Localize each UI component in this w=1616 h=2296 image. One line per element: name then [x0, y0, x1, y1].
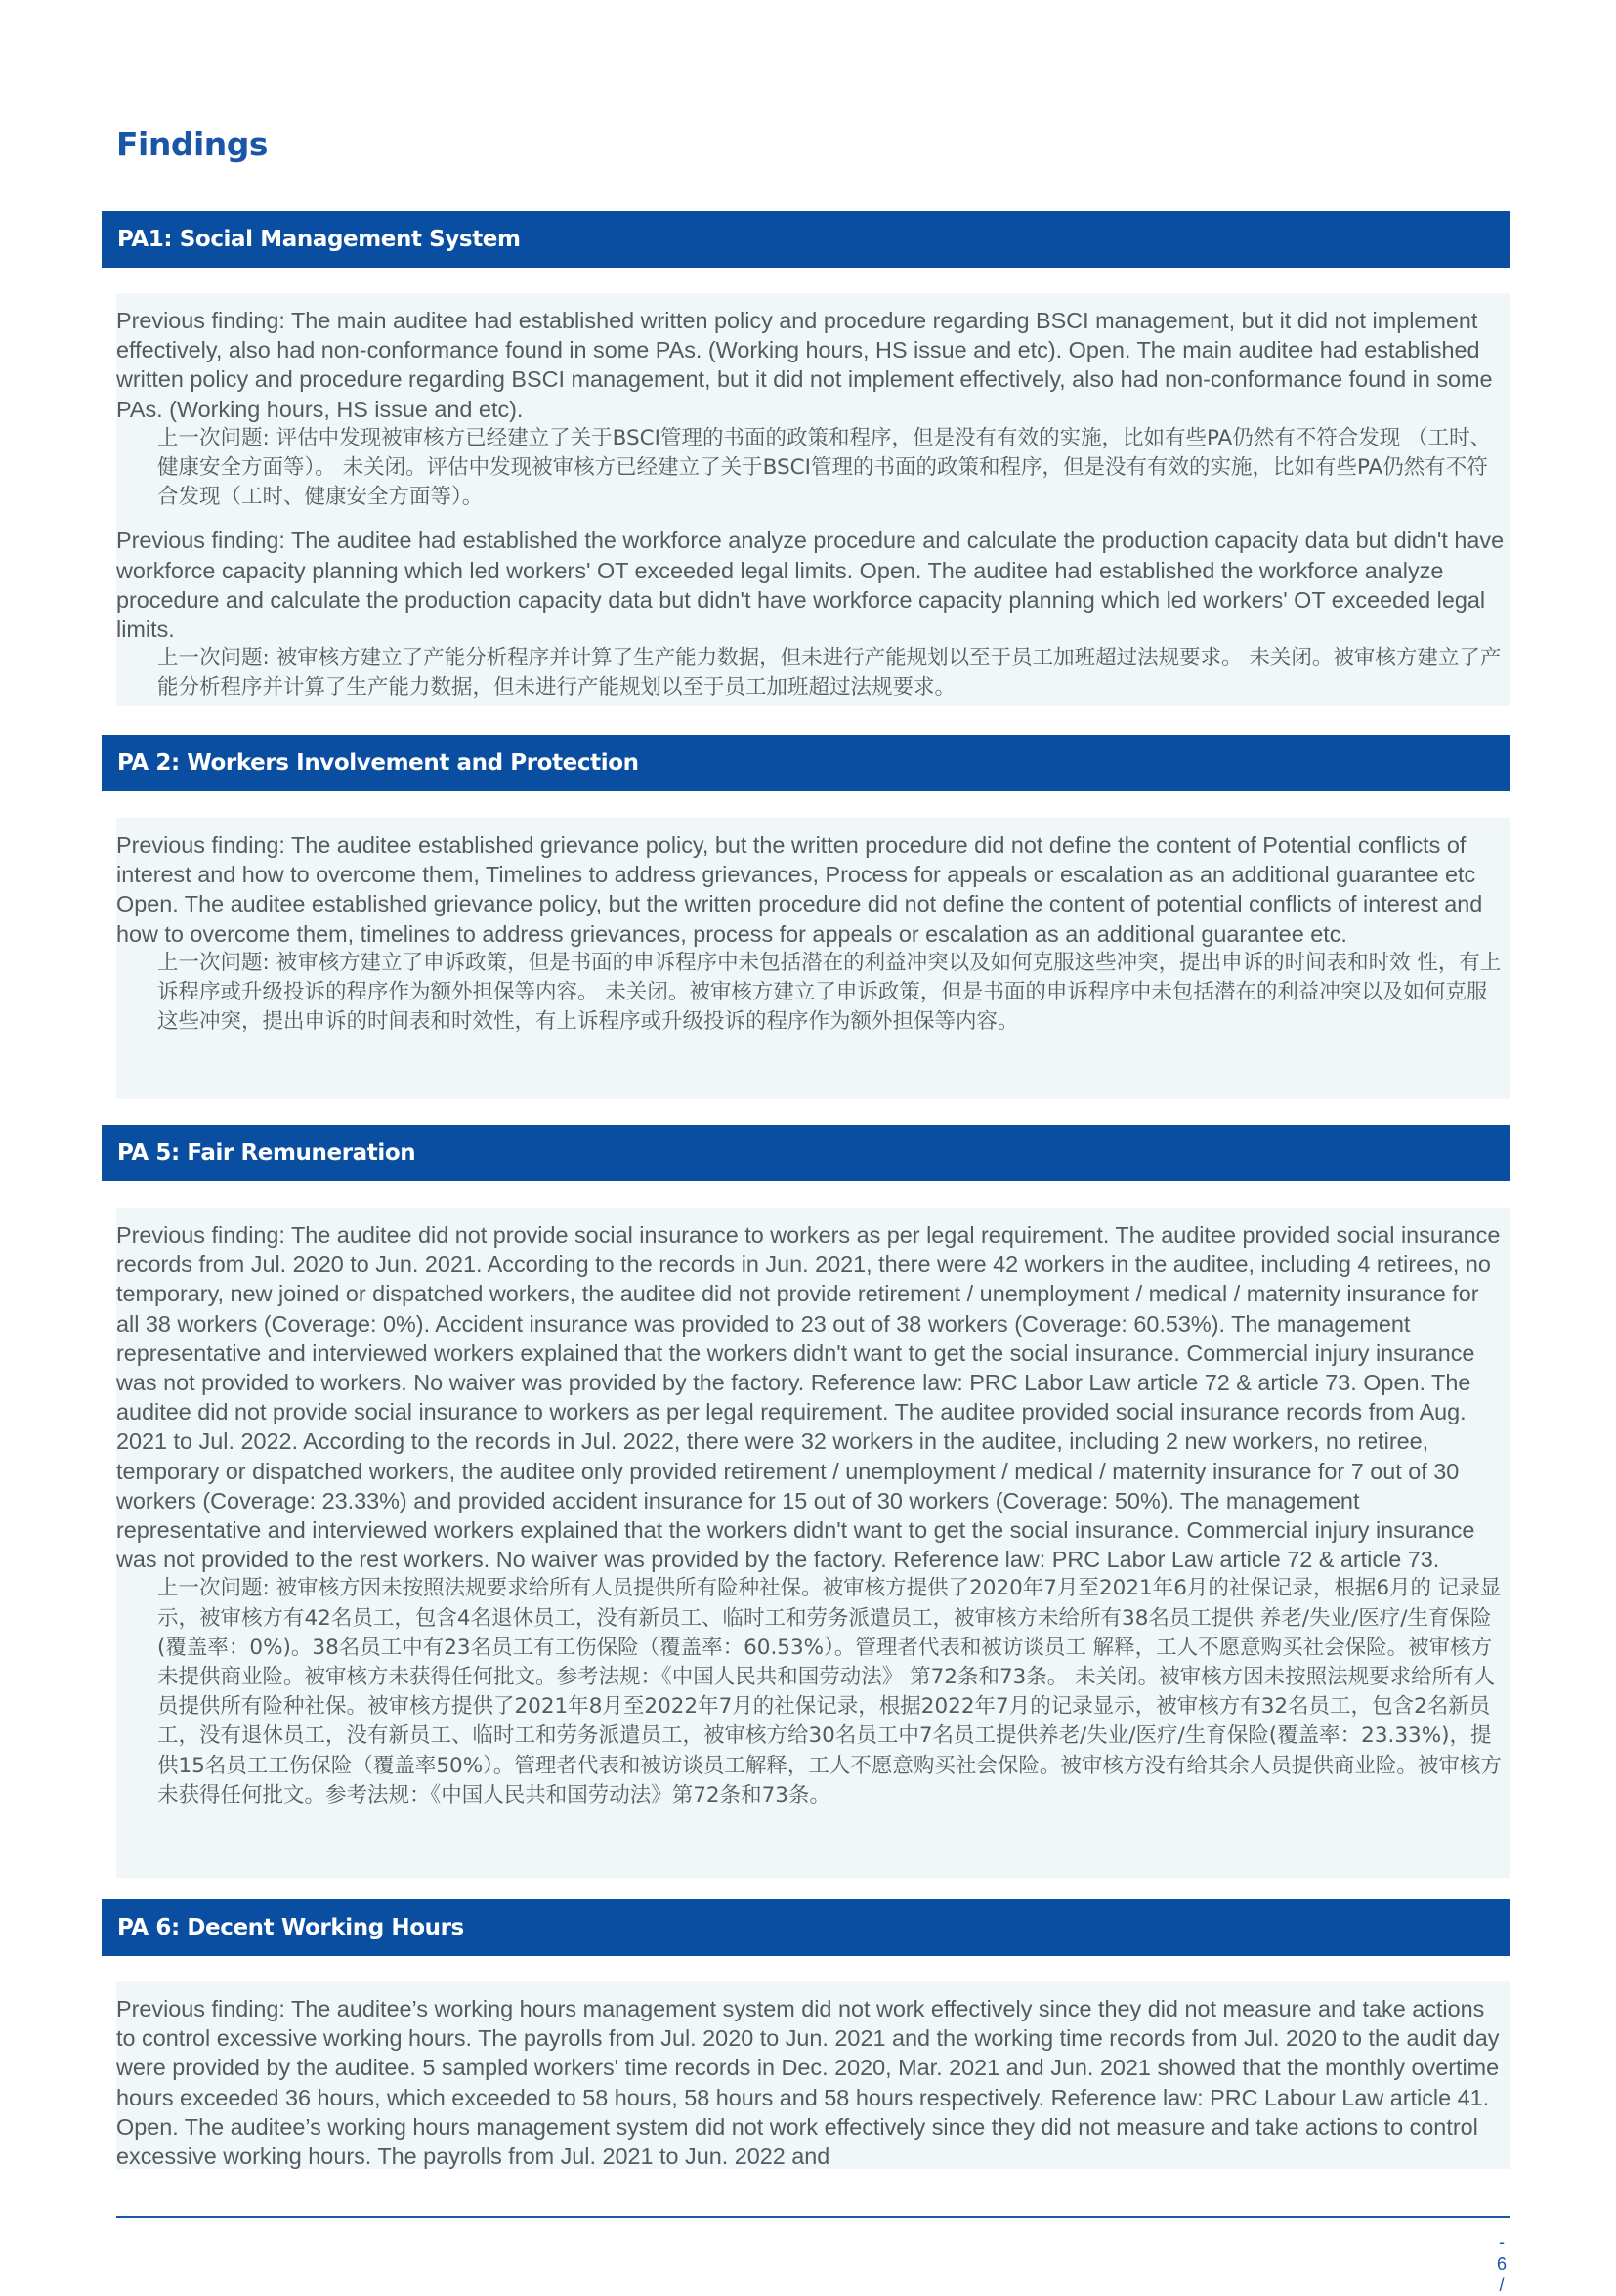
page-mark: / — [1499, 2275, 1505, 2295]
section-heading-pa1: PA1: Social Management System — [102, 211, 1510, 268]
finding-text-zh: 上一次问题: 评估中发现被审核方已经建立了关于BSCI管理的书面的政策和程序，但是没有有效的实施，比如有些PA仍然有不符合发现 （工时、健康安全方面等）。 未关闭。评估中发现被审核方已经建立了关于BSCI管理的书面的政策和程序，但是没有有效的实施，比如有些PA仍然有不符合发现（工时、健康安全方面等）。 — [157, 425, 1492, 510]
findings-panel-pa1 — [116, 293, 1510, 706]
findings-panel-pa6 — [116, 1981, 1510, 2169]
section-heading-pa6: PA 6: Decent Working Hours — [102, 1899, 1510, 1956]
finding-text-zh: 上一次问题: 被审核方建立了申诉政策，但是书面的申诉程序中未包括潜在的利益冲突以及如何克服这些冲突，提出申诉的时间表和时效 性，有上诉程序或升级投诉的程序作为额外担保等内容。 未关闭。被审核方建立了申诉政策，但是书面的申诉程序中未包括潜在的利益冲突以及如何克服这些冲突，提出申诉的时间表和时效性，有上诉程序或升级投诉的程序作为额外担保等内容。 — [157, 950, 1502, 1035]
finding-text-en: Previous finding: The auditee’s working hours management system did not work effectively since they did not measure and take actions to control excessive working hours. The payrolls from Jul. 2020 to Jun. 2021 and the working time records from Jul. 2020 to the audit day were provided by the auditee. 5 sampled workers' time records in Dec. 2020, Mar. 2021 and Jun. 2021 showed that the monthly overtime hours exceeded 36 hours, which exceeded to 58 hours, 58 hours and 58 hours respectively. Reference law: PRC Labour Law article 41. Open. The auditee’s working hours management system did not work effectively since they did not measure and take actions to control excessive working hours. The payrolls from Jul. 2021 to Jun. 2022 and — [116, 1996, 1500, 2169]
page-title: Findings — [116, 125, 269, 163]
page-number — [1491, 2232, 1512, 2296]
finding-text-zh: 上一次问题: 被审核方因未按照法规要求给所有人员提供所有险种社保。被审核方提供了2020年7月至2021年6月的社保记录，根据6月的 记录显示，被审核方有42名员工，包含4名退休员工，没有新员工、临时工和劳务派遣员工，被审核方未给所有38名员工提供 养老/失业/医疗/生育保险(覆盖率：0%)。38名员工中有23名员工有工伤保险（覆盖率：60.53%）。管理者代表和被访谈员工 解释，工人不愿意购买社会保险。被审核方未提供商业险。被审核方未获得任何批文。参考法规：《中国人民共和国劳动法》 第72条和73条。 未关闭。被审核方因未按照法规要求给所有人员提供所有险种社保。被审核方提供了2021年8月至2022年7月的社保记录，根据2022年7月的记录显示，被审核方有32名员工，包含2名新员工，没有退休员工，没有新员工、临时工和劳务派遣员工，被审核方给30名员工中7名员工提供养老/失业/医疗/生育保险(覆盖率：23.33%)，提供15名员工工伤保险（覆盖率50%）。管理者代表和被访谈员工解释，工人不愿意购买社会保险。被审核方没有给其余人员提供商业险。被审核方未获得任何批文。参考法规：《中国人民共和国劳动法》第72条和73条。 — [157, 1576, 1502, 1807]
finding-text-en: Previous finding: The auditee did not provide social insurance to workers as per legal requirement. The auditee provided social insurance records from Jul. 2020 to Jun. 2021. According to the records in Jun. 2021, there were 42 workers in the auditee, including 4 retirees, no temporary, new joined or dispatched workers, the auditee did not provide retirement / unemployment / medical / maternity insurance for all 38 workers (Coverage: 0%). Accident insurance was provided to 23 out of 38 workers (Coverage: 60.53%). The management representative and interviewed workers explained that the workers didn't want to get the social insurance. Commercial injury insurance was not provided to workers. No waiver was provided by the factory. Reference law: PRC Labor Law article 72 & article 73. Open. The auditee did not provide social insurance to workers as per legal requirement. The auditee provided social insurance records from Aug. 2021 to Jul. 2022. According to the records in Jul. 2022, there were 32 workers in the auditee, including 2 new workers, no retiree, temporary or dispatched workers, the auditee only provided retirement / unemployment / medical / maternity insurance for 7 out of 30 workers (Coverage: 23.33%) and provided accident insurance for 15 out of 30 workers (Coverage: 50%). The management representative and interviewed workers explained that the workers didn't want to get the social insurance. Commercial injury insurance was not provided to the rest workers. No waiver was provided by the factory. Reference law: PRC Labor Law article 72 & article 73. — [116, 1222, 1501, 1573]
section-heading-pa2: PA 2: Workers Involvement and Protection — [102, 735, 1510, 791]
page-mark: - — [1499, 2232, 1505, 2252]
page-mark: 6 — [1496, 2254, 1507, 2274]
findings-panel-pa2 — [116, 818, 1510, 1099]
finding-text-en: Previous finding: The auditee established grievance policy, but the written procedure did not define the content of Potential conflicts of interest and how to overcome them, Timelines to address grievances, Process for appeals or escalation as an additional guarantee etc Open. The auditee established grievance policy, but the written procedure did not define the content of potential conflicts of interest and how to overcome them, timelines to address grievances, process for appeals or escalation as an additional guarantee etc. — [116, 832, 1483, 947]
finding-text-zh: 上一次问题: 被审核方建立了产能分析程序并计算了生产能力数据，但未进行产能规划以至于员工加班超过法规要求。 未关闭。被审核方建立了产能分析程序并计算了生产能力数据，但未进行产能规划以至于员工加班超过法规要求。 — [157, 646, 1502, 701]
footer-rule — [116, 2216, 1510, 2218]
finding-text-en: Previous finding: The auditee had established the workforce analyze procedure and calculate the production capacity data but didn't have workforce capacity planning which led workers' OT exceeded legal limits. Open. The auditee had established the workforce analyze procedure and calculate the production capacity data but didn't have workforce capacity planning which led workers' OT exceeded legal limits. — [116, 528, 1505, 643]
finding-text-en: Previous finding: The main auditee had established written policy and procedure regarding BSCI management, but it did not implement effectively, also had non-conformance found in some PAs. (Working hours, HS issue and etc). Open. The main auditee had established written policy and procedure regarding BSCI management, but it did not implement effectively, also had non-conformance found in some PAs. (Working hours, HS issue and etc). — [116, 308, 1493, 422]
section-heading-pa5: PA 5: Fair Remuneration — [102, 1125, 1510, 1181]
findings-panel-pa5 — [116, 1208, 1510, 1878]
